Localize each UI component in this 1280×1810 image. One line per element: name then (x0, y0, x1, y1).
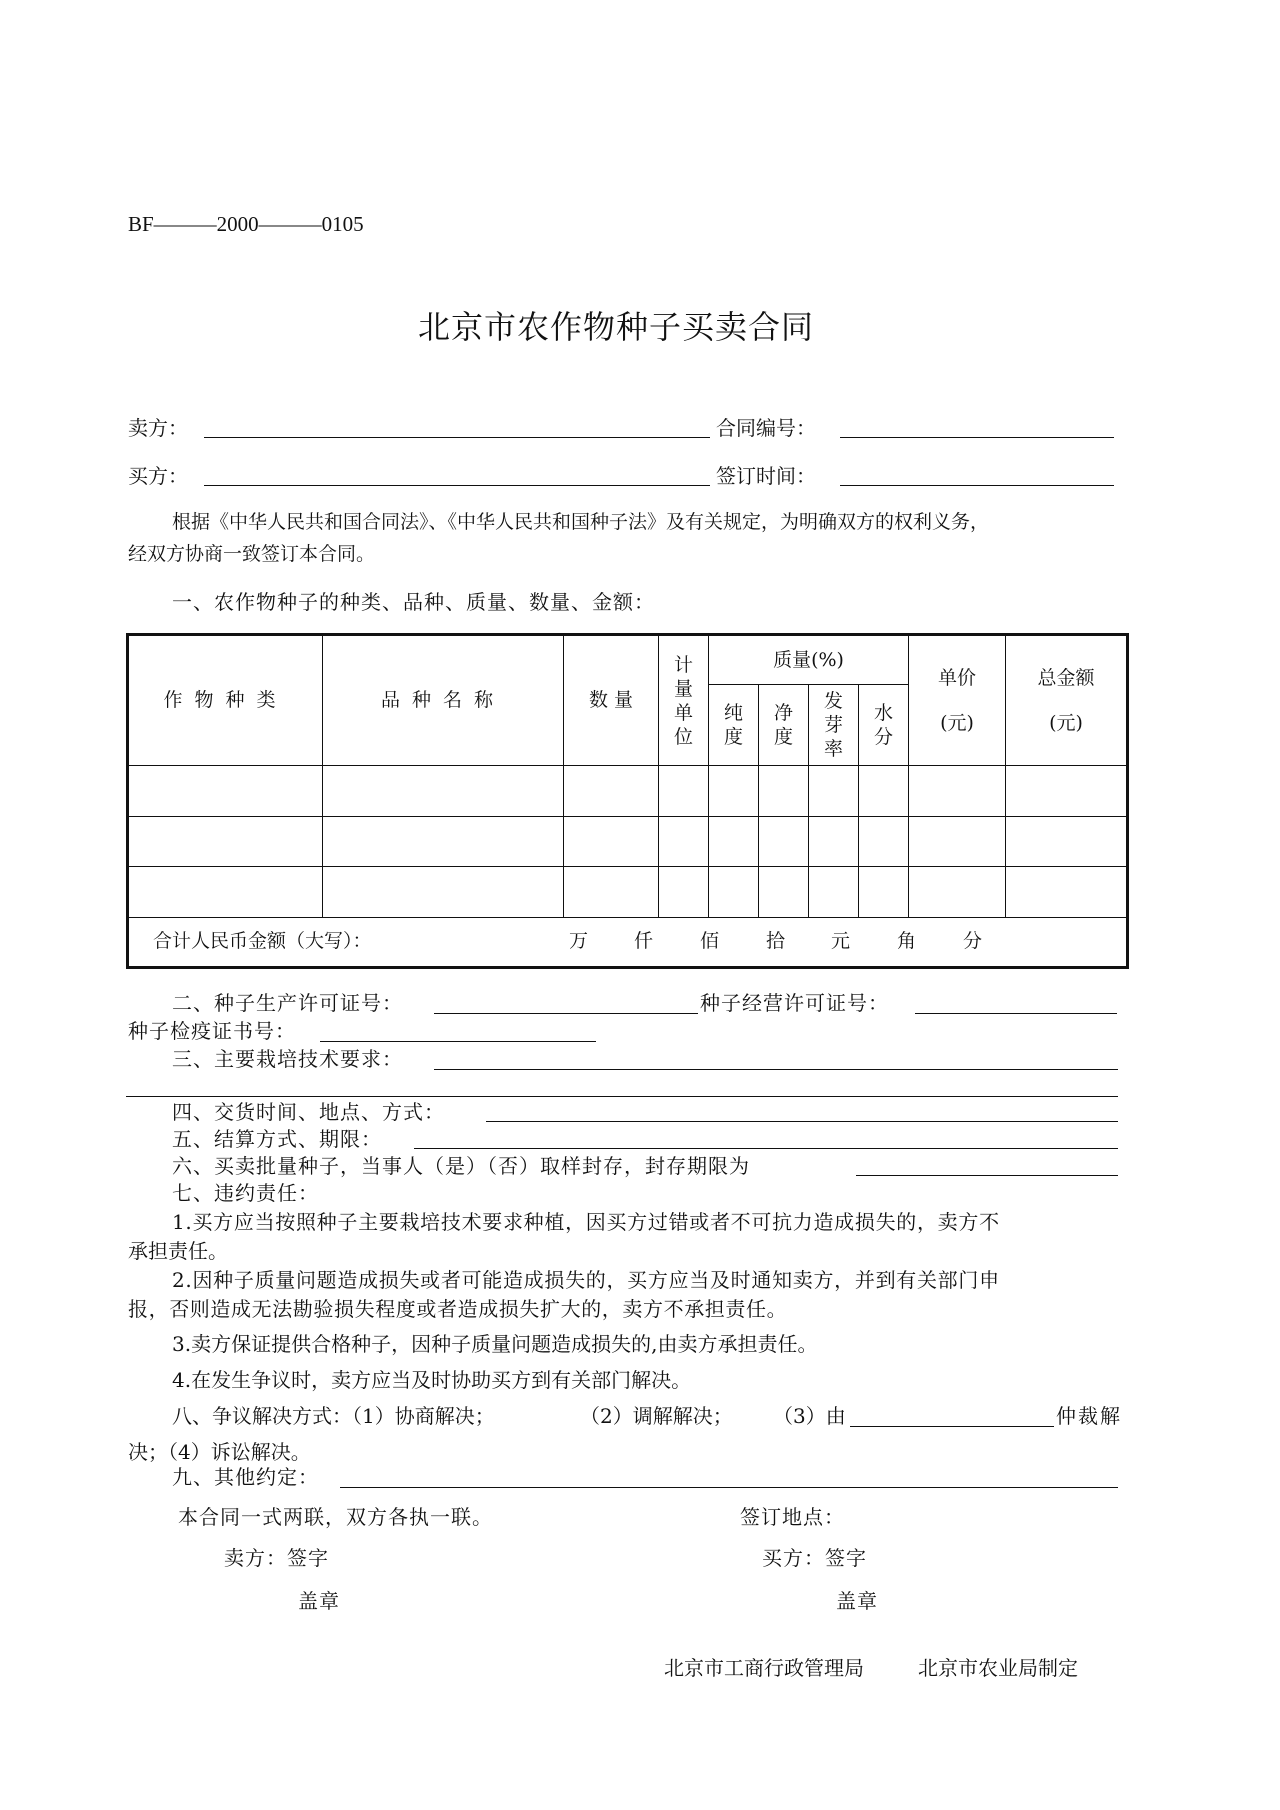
table-row (128, 816, 1128, 866)
section-6-label: 六、买卖批量种子，当事人（是）（否）取样封存，封存期限为 (172, 1154, 750, 1178)
table-row (128, 867, 1128, 917)
cell[interactable] (128, 867, 323, 917)
header-quality: 质量(%) (709, 635, 909, 685)
cell[interactable] (859, 766, 909, 816)
intro-line-1: 根据《中华人民共和国合同法》、《中华人民共和国种子法》及有关规定，为明确双方的权利义务， (172, 511, 990, 533)
section-8-part-1: 八、争议解决方式：（1）协商解决； (172, 1404, 495, 1428)
header-purity: 纯度 (709, 685, 759, 766)
cell[interactable] (709, 766, 759, 816)
cell[interactable] (809, 766, 859, 816)
unit-jiao: 角 (897, 929, 917, 952)
contract-no-field[interactable] (840, 437, 1114, 438)
cell[interactable] (759, 766, 809, 816)
issuer-agriculture: 北京市农业局制定 (918, 1656, 1078, 1680)
section-9-label: 九、其他约定： (172, 1465, 319, 1489)
cell[interactable] (709, 816, 759, 866)
cell[interactable] (323, 766, 564, 816)
header-quantity: 数 量 (564, 635, 659, 766)
cell[interactable] (659, 867, 709, 917)
cell[interactable] (323, 816, 564, 866)
unit-yuan: 元 (831, 929, 851, 952)
cell[interactable] (909, 766, 1006, 816)
section-8-part-2: （2）调解解决； (580, 1404, 733, 1428)
unit-shi: 拾 (766, 929, 786, 952)
liability-4: 4.在发生争议时，卖方应当及时协助买方到有关部门解决。 (172, 1368, 692, 1392)
section-8-line-2: 决；（4）诉讼解决。 (128, 1440, 311, 1464)
production-license-label: 二、种子生产许可证号： (172, 991, 403, 1015)
buyer-signature: 买方：签字 (762, 1546, 867, 1570)
settlement-field[interactable] (414, 1148, 1118, 1149)
buyer-label: 买方： (128, 464, 188, 488)
contract-no-label: 合同编号： (716, 416, 816, 440)
total-row (128, 917, 1128, 967)
cell[interactable] (1006, 816, 1128, 866)
issuer-aic: 北京市工商行政管理局 (664, 1656, 864, 1680)
business-license-label: 种子经营许可证号： (700, 991, 889, 1015)
cell[interactable] (128, 816, 323, 866)
section-3-label: 三、主要栽培技术要求： (172, 1047, 403, 1071)
header-total-amount: 总金额 (元) (1006, 635, 1128, 766)
section-8-part-4: 仲裁解 (1056, 1404, 1122, 1428)
cell[interactable] (564, 766, 659, 816)
section-8-part-3: （3）由 (773, 1404, 846, 1428)
header-clarity: 净度 (759, 685, 809, 766)
liability-2-line-1: 2.因种子质量问题造成损失或者可能造成损失的，买方应当及时通知卖方，并到有关部门申 (172, 1268, 1000, 1292)
seed-table (126, 633, 1129, 969)
page-title: 北京市农作物种子买卖合同 (418, 308, 815, 346)
cell[interactable] (809, 816, 859, 866)
header-unit-price: 单价 (元) (909, 635, 1006, 766)
arbitration-field[interactable] (850, 1426, 1054, 1427)
cell[interactable] (809, 867, 859, 917)
liability-1-line-2: 承担责任。 (128, 1239, 228, 1263)
unit-bai: 佰 (700, 929, 720, 952)
cell[interactable] (909, 867, 1006, 917)
quarantine-field[interactable] (320, 1041, 596, 1042)
sign-place-label: 签订地点： (740, 1505, 845, 1529)
header-unit: 计量单位 (659, 635, 709, 766)
section-1-heading: 一、农作物种子的种类、品种、质量、数量、金额： (172, 590, 655, 614)
header-moisture: 水分 (859, 685, 909, 766)
header-variety-name: 品种名称 (323, 635, 564, 766)
section-4-label: 四、交货时间、地点、方式： (172, 1100, 445, 1124)
header-germination: 发芽率 (809, 685, 859, 766)
table-row (128, 766, 1128, 816)
seller-seal: 盖章 (298, 1589, 340, 1613)
cell[interactable] (659, 766, 709, 816)
buyer-seal: 盖章 (836, 1589, 878, 1613)
section-5-label: 五、结算方式、期限： (172, 1127, 382, 1151)
cell[interactable] (1006, 867, 1128, 917)
liability-1-line-1: 1.买方应当按照种子主要栽培技术要求种植，因买方过错或者不可抗力造成损失的，卖方不 (172, 1210, 1000, 1234)
cultivation-field-line-2[interactable] (126, 1096, 1118, 1097)
seller-label: 卖方： (128, 416, 188, 440)
cell[interactable] (1006, 766, 1128, 816)
total-label: 合计人民币金额（大写）： (153, 929, 372, 952)
cell[interactable] (128, 766, 323, 816)
cell[interactable] (564, 867, 659, 917)
business-license-field[interactable] (915, 1013, 1117, 1014)
cell[interactable] (564, 816, 659, 866)
copies-note: 本合同一式两联，双方各执一联。 (178, 1505, 493, 1529)
sign-time-field[interactable] (840, 485, 1114, 486)
section-7-heading: 七、违约责任： (172, 1181, 319, 1205)
unit-qian: 仟 (634, 929, 654, 952)
liability-2-line-2: 报，否则造成无法勘验损失程度或者造成损失扩大的，卖方不承担责任。 (128, 1297, 788, 1321)
sign-time-label: 签订时间： (716, 464, 816, 488)
cell[interactable] (759, 816, 809, 866)
cultivation-field[interactable] (434, 1069, 1118, 1070)
cell[interactable] (709, 867, 759, 917)
cell[interactable] (659, 816, 709, 866)
liability-3: 3.卖方保证提供合格种子，因种子质量问题造成损失的,由卖方承担责任。 (172, 1332, 818, 1356)
cell[interactable] (859, 867, 909, 917)
document-code: BF———2000———0105 (128, 212, 364, 236)
cell[interactable] (859, 816, 909, 866)
intro-line-2: 经双方协商一致签订本合同。 (128, 543, 376, 565)
seal-period-field[interactable] (856, 1175, 1118, 1176)
buyer-field[interactable] (204, 485, 710, 486)
unit-wan: 万 (569, 929, 589, 952)
seller-field[interactable] (204, 437, 710, 438)
delivery-field[interactable] (486, 1121, 1118, 1122)
quarantine-label: 种子检疫证书号： (128, 1019, 296, 1043)
production-license-field[interactable] (434, 1013, 698, 1014)
cell[interactable] (759, 867, 809, 917)
cell[interactable] (909, 816, 1006, 866)
header-crop-type: 作物种类 (128, 635, 323, 766)
other-agreement-field[interactable] (340, 1487, 1118, 1488)
unit-fen: 分 (963, 929, 983, 952)
seller-signature: 卖方：签字 (224, 1546, 329, 1570)
cell[interactable] (323, 867, 564, 917)
